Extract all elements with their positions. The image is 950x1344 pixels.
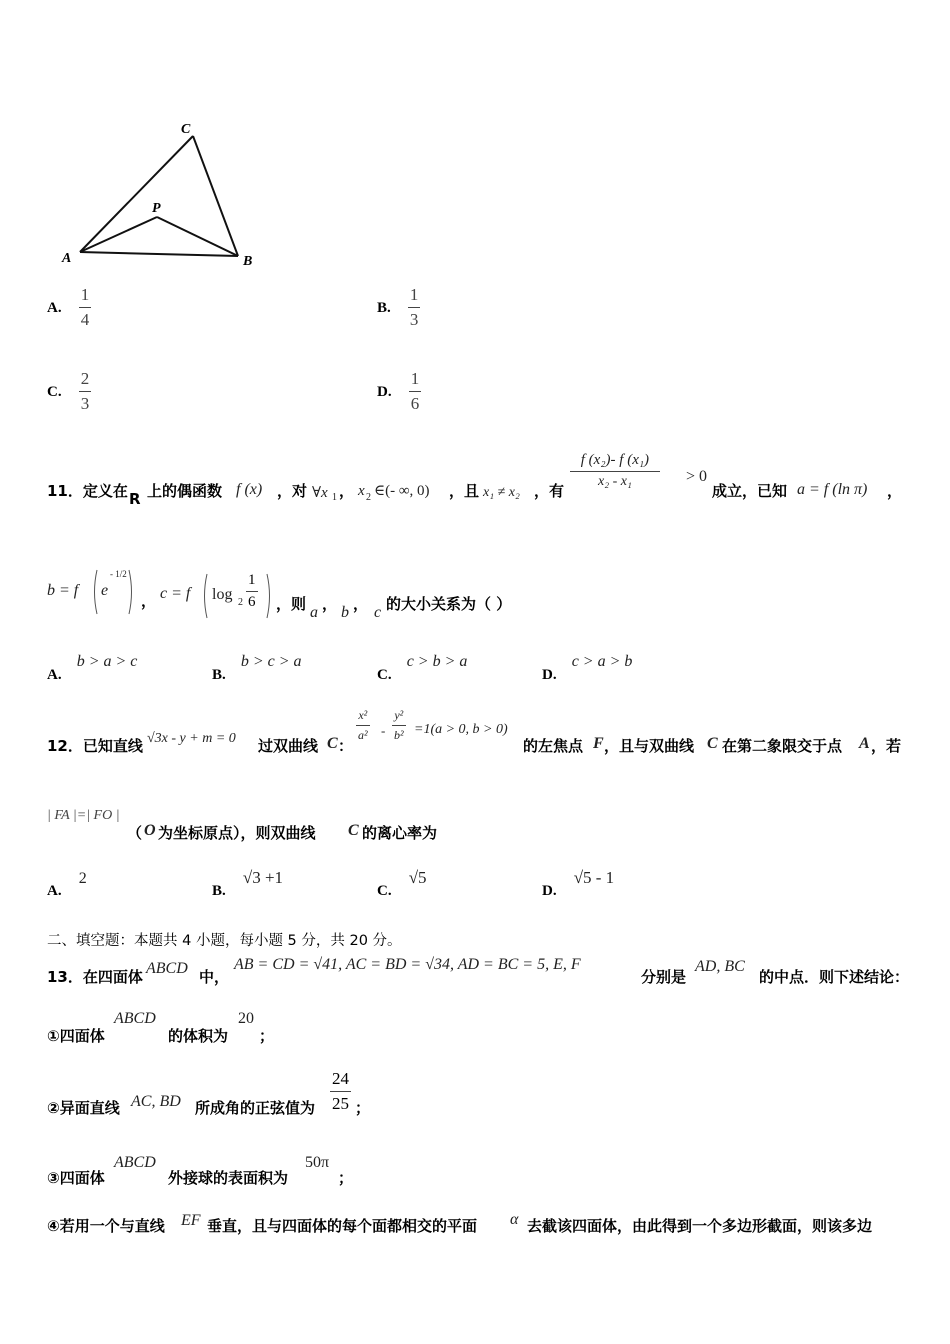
option-text: c > a > b [571, 653, 633, 670]
q11-a-def: a = f (ln π) [797, 481, 868, 498]
q13-text-1: 13．在四面体 [47, 968, 143, 986]
frac-num: 1 [409, 285, 419, 304]
q11-b-paren [91, 566, 135, 618]
q13-s1-val: 20 [238, 1010, 254, 1027]
q10-option-a[interactable] [47, 285, 91, 330]
q11-c-paren [201, 570, 273, 622]
q12-line: √3x - y + m = 0 [147, 731, 236, 746]
q13-s4-a: ④若用一个与直线 [47, 1217, 165, 1235]
q13-s2-b: 所成角的正弦值为 [195, 1099, 316, 1117]
option-letter: B. [377, 300, 391, 316]
q11-R: R [129, 490, 141, 508]
q11-vb: b [341, 604, 349, 621]
q11-forall: ∀x [312, 485, 328, 501]
option-letter: A. [47, 300, 62, 316]
option-letter: C. [377, 883, 392, 899]
label-b: B [243, 254, 253, 269]
q11-sep: ， [322, 595, 338, 613]
q12-option-b[interactable] [212, 868, 284, 899]
q12-text-1: 12．已知直线 [47, 737, 143, 755]
q12-text-7: （ [127, 824, 143, 842]
q12-text-5: 在第二象限交于点 [722, 737, 843, 755]
q11-x2: x [358, 483, 365, 499]
q13-s1-a: ①四面体 [47, 1027, 105, 1045]
option-text: b > a > c [76, 653, 138, 670]
q12-minus: - [381, 723, 386, 738]
q13-s3-b: 外接球的表面积为 [168, 1169, 289, 1187]
q13-s2-a: ②异面直线 [47, 1099, 120, 1117]
ratio-den: x₂ - x₁ [570, 471, 660, 490]
option-text: √5 - 1 [573, 868, 615, 887]
ratio-num: f (x₂)- f (x₁) [580, 452, 650, 468]
option-letter: B. [212, 883, 226, 899]
q13-s3-val: 50π [305, 1154, 330, 1171]
hyper-a: a² [356, 725, 370, 743]
q11-text-2: 上的偶函数 [147, 482, 223, 500]
q12-F: F [593, 735, 604, 752]
option-letter: A. [47, 883, 62, 899]
q10-option-d[interactable] [377, 369, 421, 414]
q12-text-4: ，且与双曲线 [604, 737, 695, 755]
q13-s2-lines: AC, BD [131, 1093, 181, 1110]
q11-text-8: ，则 [276, 595, 307, 613]
option-letter: C. [377, 667, 392, 683]
s2-den: 25 [330, 1091, 351, 1114]
section-heading: 二、填空题：本题共 4 小题，每小题 5 分，共 20 分。 [47, 933, 402, 949]
q11-vc: c [374, 604, 382, 621]
option-letter: D. [542, 883, 557, 899]
q13-s4-alpha: α [510, 1211, 519, 1228]
q12-text-9: 的离心率为 [362, 824, 438, 842]
q13-s2-c: ； [355, 1099, 371, 1117]
hyper-y: y² [394, 708, 404, 722]
s2-num: 24 [332, 1069, 349, 1088]
label-c: C [181, 122, 191, 137]
q12-option-c[interactable] [377, 868, 427, 899]
q10-option-c[interactable] [47, 369, 91, 414]
label-p: P [152, 201, 161, 216]
q12-O: O [144, 822, 156, 839]
q11-ratio [570, 452, 660, 490]
frac-den: 3 [408, 307, 421, 330]
q11-text-9: 的大小关系为（ ） [386, 595, 512, 613]
q11-comma: ， [339, 482, 355, 500]
option-letter: C. [47, 384, 62, 400]
q13-s4-b: 垂直，且与四面体的每个面都相交的平面 [207, 1217, 478, 1235]
q11-b-def: b = f [47, 582, 79, 599]
q11-text-1: 11．定义在 [47, 482, 128, 500]
q12-text-6: ，若 [871, 737, 902, 755]
q11-comma2: ， [141, 592, 157, 610]
q10-option-b[interactable] [377, 285, 420, 330]
q11-e: e [101, 582, 109, 599]
label-a: A [62, 251, 72, 266]
option-text: √3 +1 [242, 868, 284, 887]
q11-va: a [310, 604, 318, 621]
q11-text-5: ，有 [534, 482, 565, 500]
option-letter: D. [542, 667, 557, 683]
q11-option-c[interactable] [377, 651, 468, 683]
q12-C: C [348, 822, 359, 839]
log-frac-num: 1 [248, 572, 256, 588]
option-text: b > c > a [240, 653, 302, 670]
q13-text-3: 分别是 [641, 968, 687, 986]
q11-log: log [212, 586, 233, 603]
q12-text-8: 为坐标原点），则双曲线 [158, 824, 316, 842]
q12-option-a[interactable] [47, 868, 87, 899]
q12-colon: ： [338, 737, 354, 755]
q13-s3-a: ③四面体 [47, 1169, 105, 1187]
q11-interval: ∈(- ∞, 0) [374, 483, 430, 499]
q11-option-b[interactable] [212, 651, 302, 683]
frac-num: 1 [410, 369, 420, 388]
q12-A: A [859, 735, 870, 752]
q11-text-6: 成立，已知 [712, 482, 788, 500]
q11-text-3: ，对 [277, 482, 308, 500]
option-text: √5 [408, 868, 427, 887]
option-letter: A. [47, 667, 62, 683]
q12-C: C [707, 735, 718, 752]
option-letter: D. [377, 384, 392, 400]
hyper-x: x² [358, 708, 368, 722]
q13-text-4: 的中点．则下述结论： [759, 968, 910, 986]
q13-mid: AD, BC [695, 958, 745, 975]
frac-den: 6 [409, 391, 422, 414]
frac-den: 4 [79, 307, 92, 330]
hyper-b: b² [392, 725, 406, 743]
q11-e-exp: - 1/2 [110, 569, 127, 579]
frac-den: 3 [79, 391, 92, 414]
edge-ac [80, 136, 193, 252]
q12-text-2: 过双曲线 [258, 737, 319, 755]
q13-s3-c: ； [338, 1169, 354, 1187]
q11-sub1: 1 [332, 492, 337, 503]
q11-sub2: 2 [366, 492, 371, 503]
q13-s4-c: 去截该四面体，由此得到一个多边形截面，则该多边 [527, 1217, 873, 1235]
frac-num: 1 [80, 285, 90, 304]
edge-ap [80, 217, 157, 252]
q13-abcd: ABCD [146, 960, 188, 977]
q11-log-sub: 2 [238, 597, 243, 608]
q13-s1-c: ； [259, 1027, 275, 1045]
q12-option-d[interactable] [542, 868, 615, 899]
triangle-figure [55, 115, 275, 275]
q12-text-3: 的左焦点 [523, 737, 584, 755]
q11-text-7: ， [887, 482, 903, 500]
q13-cond: AB = CD = √41, AC = BD = √34, AD = BC = 5, E, F [234, 956, 581, 973]
q13-s1-b: 的体积为 [168, 1027, 229, 1045]
option-text: 2 [78, 870, 87, 887]
q11-fx: f (x) [236, 481, 263, 498]
q12-hyper-cond: =1(a > 0, b > 0) [414, 722, 508, 737]
log-frac-den: 6 [246, 591, 258, 611]
q12-C: C [327, 735, 338, 752]
q12-cond: | FA |=| FO | [47, 808, 120, 823]
q11-option-a[interactable] [47, 651, 138, 683]
q11-option-d[interactable] [542, 651, 633, 683]
q13-abcd: ABCD [114, 1010, 156, 1027]
q11-gt0: > 0 [686, 468, 708, 485]
option-letter: B. [212, 667, 226, 683]
edge-ab [80, 252, 238, 256]
q11-c-def: c = f [160, 585, 191, 602]
option-text: c > b > a [406, 653, 468, 670]
q13-abcd: ABCD [114, 1154, 156, 1171]
q13-text-2: 中， [199, 968, 230, 986]
q11-text-4: ，且 [449, 482, 480, 500]
q11-sep: ， [353, 595, 369, 613]
q13-s4-ef: EF [181, 1212, 201, 1229]
q11-neq: x₁ ≠ x₂ [483, 485, 520, 500]
frac-num: 2 [80, 369, 90, 388]
